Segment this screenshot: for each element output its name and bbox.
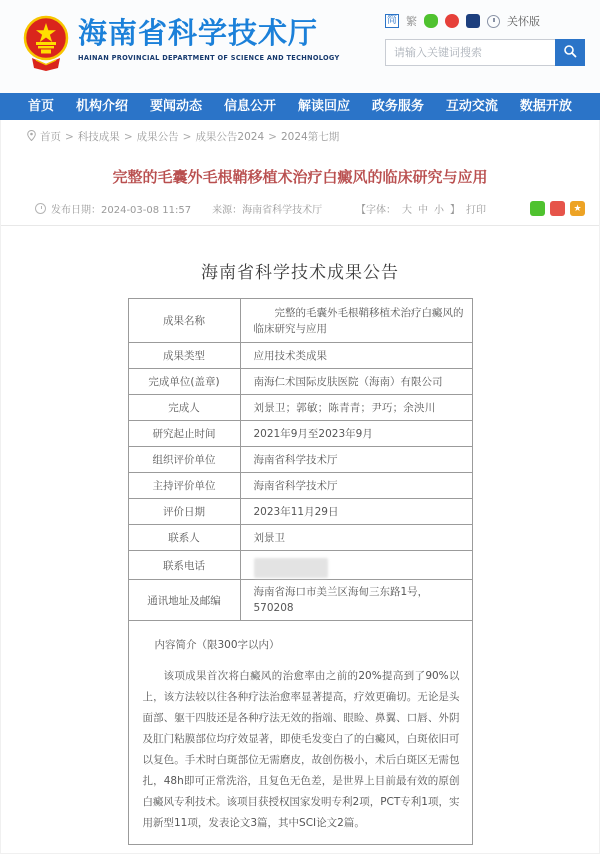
share-icons: [530, 201, 585, 216]
font-size-label: 【字体：: [356, 205, 396, 216]
font-size-label-close: 】: [450, 205, 460, 216]
article-title: 完整的毛囊外毛根鞘移植术治疗白癜风的临床研究与应用: [112, 168, 488, 186]
table-row: [128, 525, 472, 551]
row-value: 完整的毛囊外毛根鞘移植术治疗白癜风的临床研究与应用: [253, 306, 464, 335]
row-label: 成果名称: [128, 299, 240, 343]
search-button[interactable]: [555, 39, 585, 66]
meta-right: [356, 201, 585, 216]
row-label: 完成单位(盖章): [128, 369, 240, 395]
nav-item-interpretation[interactable]: 解读回应: [297, 99, 350, 114]
row-label: 联系人: [128, 525, 240, 551]
row-value: 南海仁术国际皮肤医院（海南）有限公司: [240, 369, 472, 395]
row-label: 研究起止时间: [128, 421, 240, 447]
search-icon: [563, 44, 577, 61]
meta-left: [35, 201, 322, 216]
table-row: [128, 473, 472, 499]
favorite-star-icon[interactable]: ★: [570, 201, 585, 216]
row-value: 海南省科学技术厅: [240, 473, 472, 499]
utility-row: [385, 12, 585, 30]
accessibility-icon[interactable]: [466, 14, 480, 28]
row-label: 完成人: [128, 395, 240, 421]
table-row: [128, 551, 472, 580]
article-source: 来源：海南省科学技术厅: [212, 205, 323, 216]
redacted-phone-number: [254, 558, 328, 578]
crumb-home[interactable]: 首页: [40, 131, 61, 143]
nav-item-services[interactable]: 政务服务: [371, 99, 424, 114]
search-input[interactable]: [385, 39, 555, 66]
clock-icon: [35, 203, 46, 214]
row-value: 2023年11月29日: [240, 499, 472, 525]
row-label: 评价日期: [128, 499, 240, 525]
breadcrumb-separator: >: [182, 130, 192, 143]
row-label: 通讯地址及邮编: [128, 580, 240, 621]
crumb-issue-7[interactable]: 2024第七期: [280, 131, 340, 143]
nav-item-news[interactable]: 要闻动态: [149, 99, 202, 114]
summary-title: 内容简介（限300字以内）: [154, 639, 280, 651]
print-button[interactable]: 打印: [466, 205, 486, 216]
row-value: 刘景卫；郭敏；陈青青；尹巧；余泱川: [240, 395, 472, 421]
table-row: [128, 447, 472, 473]
national-emblem-logo: [22, 14, 70, 72]
row-label: 组织评价单位: [128, 447, 240, 473]
nav-item-home[interactable]: 首页: [28, 99, 55, 114]
weibo-icon[interactable]: [445, 14, 459, 28]
wechat-icon[interactable]: [424, 14, 438, 28]
article-meta: [1, 201, 599, 226]
share-weibo-icon[interactable]: [550, 201, 565, 216]
nav-item-info-disclosure[interactable]: 信息公开: [223, 99, 276, 114]
table-row: [128, 421, 472, 447]
crumb-announcements[interactable]: 成果公告: [136, 131, 179, 143]
font-size-large-button[interactable]: 大: [402, 205, 412, 216]
table-row: [128, 369, 472, 395]
site-name: 海南省科学技术厅: [78, 16, 319, 50]
breadcrumb-separator: >: [65, 130, 74, 143]
breadcrumb-separator: >: [268, 130, 277, 143]
search-bar: [385, 39, 585, 66]
location-pin-icon: [27, 130, 36, 144]
font-size-medium-button[interactable]: 中: [418, 205, 428, 216]
care-mode-link[interactable]: 关怀版: [507, 15, 540, 28]
content-area: [0, 120, 600, 854]
table-row: [128, 343, 472, 369]
row-value: 刘景卫: [240, 525, 472, 551]
breadcrumb: [1, 120, 599, 151]
site-header: [0, 0, 600, 93]
row-label: 联系电话: [128, 551, 240, 580]
share-wechat-icon[interactable]: [530, 201, 545, 216]
brand-text: [78, 14, 340, 62]
table-row: [128, 299, 472, 343]
table-row: [128, 499, 472, 525]
simplified-chinese-toggle[interactable]: 简: [387, 15, 397, 26]
document-title: 海南省科学技术成果公告: [201, 263, 399, 283]
table-row: [128, 580, 472, 621]
row-value: 海南省科学技术厅: [240, 447, 472, 473]
clock-icon: [487, 15, 500, 28]
crumb-announcements-2024[interactable]: 成果公告2024: [195, 131, 265, 143]
row-value: 应用技术类成果: [240, 343, 472, 369]
nav-item-open-data[interactable]: 数据开放: [519, 99, 572, 114]
nav-item-interaction[interactable]: 互动交流: [445, 99, 498, 114]
publish-date: 发布日期：2024-03-08 11:57: [51, 205, 192, 216]
crumb-tech-results[interactable]: 科技成果: [77, 131, 120, 143]
results-table: [128, 298, 473, 845]
table-row: [128, 395, 472, 421]
row-label: 成果类型: [128, 343, 240, 369]
site-name-english: HAINAN PROVINCIAL DEPARTMENT OF SCIENCE AND TECHNOLOGY: [78, 54, 340, 62]
row-label: 主持评价单位: [128, 473, 240, 499]
breadcrumb-separator: >: [123, 130, 133, 143]
header-tools: [385, 12, 585, 66]
font-size-small-button[interactable]: 小: [434, 205, 444, 216]
summary-row: [128, 621, 472, 845]
row-value: 海南省海口市美兰区海甸三东路1号，570208: [240, 580, 472, 621]
row-value: 2021年9月至2023年9月: [240, 421, 472, 447]
summary-text: 该项成果首次将白癜风的治愈率由之前的20%提高到了90%以上，该方法较以往各种疗法治愈率显著提高，疗效更确切。无论是头面部、躯干四肢还是各种疗法无效的指端、眼睑、鼻翼、口唇、外阴及肛门粘膜部位均疗效显著，即使毛发变白了的白癜风，白斑依旧可以复色。手术时白斑部位无需磨皮，故创伤极小，术后白斑区无需包扎，48h即可正常洗浴，且复色无色差，是世界上目前最有效的原创白癜风专利技术。该项目获授权国家发明专利2项，PCT专利1项，实用新型11项，发表论文3篇，其中SCI论文2篇。: [142, 670, 460, 829]
nav-item-about[interactable]: 机构介绍: [75, 99, 128, 114]
traditional-chinese-toggle[interactable]: 繁: [406, 15, 417, 28]
main-nav: [0, 93, 600, 120]
